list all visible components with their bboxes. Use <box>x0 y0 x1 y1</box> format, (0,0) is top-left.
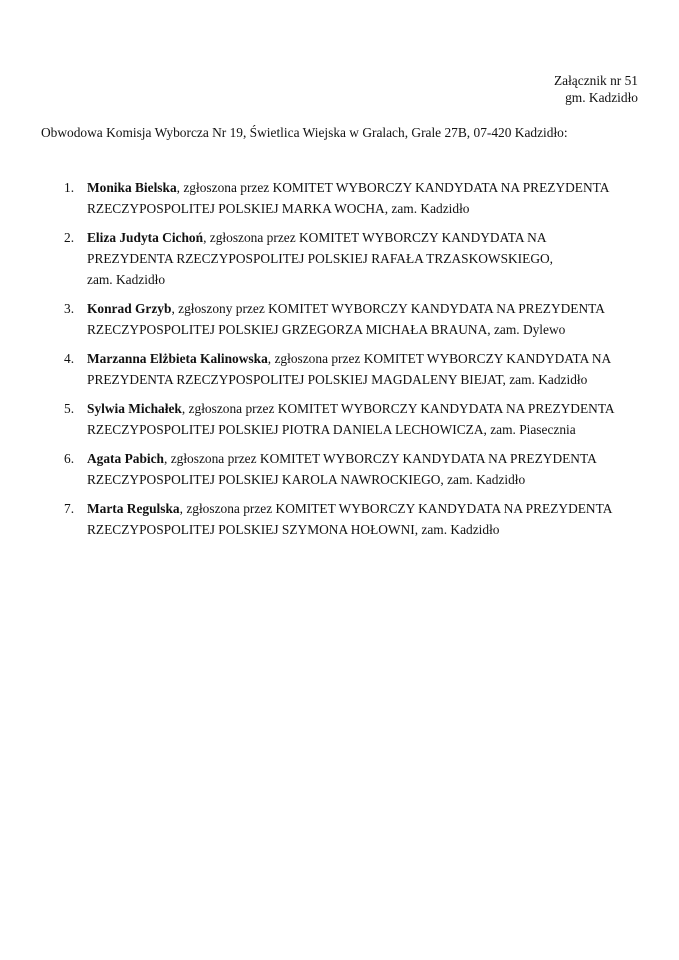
municipality-label: gm. Kadzidło <box>565 90 638 105</box>
member-line: PREZYDENTA RZECZYPOSPOLITEJ POLSKIEJ RAFAŁA TRZASKOWSKIEGO, <box>87 251 554 266</box>
member-description: , zgłoszona przez KOMITET WYBORCZY KANDYDATA NA PREZYDENTA <box>179 501 613 516</box>
member-description: , zgłoszona przez KOMITET WYBORCZY KANDYDATA NA <box>203 230 547 245</box>
member-line <box>87 227 615 248</box>
member-description: , zgłoszona przez KOMITET WYBORCZY KANDYDATA NA PREZYDENTA <box>176 180 610 195</box>
member-name: Konrad Grzyb <box>87 301 172 316</box>
member-line <box>87 348 615 369</box>
member-number: 5. <box>64 401 75 416</box>
member-line: RZECZYPOSPOLITEJ POLSKIEJ MARKA WOCHA, zam. Kadzidło <box>87 201 470 216</box>
member-number: 6. <box>64 451 75 466</box>
member-item <box>0 348 612 390</box>
member-line: RZECZYPOSPOLITEJ POLSKIEJ KAROLA NAWROCKIEGO, zam. Kadzidło <box>87 472 526 487</box>
member-number: 2. <box>64 230 75 245</box>
member-line <box>87 298 615 319</box>
member-item <box>0 498 613 540</box>
member-text <box>87 398 615 440</box>
member-item <box>0 227 554 290</box>
member-number: 3. <box>64 301 75 316</box>
members-list <box>0 177 615 548</box>
member-line: RZECZYPOSPOLITEJ POLSKIEJ PIOTRA DANIELA LECHOWICZA, zam. Piasecznia <box>87 422 576 437</box>
member-item <box>0 298 605 340</box>
member-name: Agata Pabich <box>87 451 164 466</box>
committee-title: Obwodowa Komisja Wyborcza Nr 19, Świetlica Wiejska w Gralach, Grale 27B, 07-420 Kadzidło: <box>41 125 568 140</box>
member-line <box>87 448 615 469</box>
attachment-label: Załącznik nr 51 <box>553 73 638 88</box>
member-text <box>87 177 615 219</box>
member-text <box>87 227 615 290</box>
member-item <box>0 448 597 490</box>
member-line <box>87 398 615 419</box>
member-item <box>0 177 610 219</box>
member-line: zam. Kadzidło <box>87 272 166 287</box>
member-description: , zgłoszony przez KOMITET WYBORCZY KANDYDATA NA PREZYDENTA <box>171 301 605 316</box>
member-text <box>87 448 615 490</box>
member-number: 7. <box>64 501 75 516</box>
member-line <box>87 177 615 198</box>
attachment-header <box>554 72 638 106</box>
member-line <box>87 498 615 519</box>
member-description: , zgłoszona przez KOMITET WYBORCZY KANDYDATA NA PREZYDENTA <box>164 451 597 466</box>
member-text <box>87 348 615 390</box>
member-name: Monika Bielska <box>87 180 177 195</box>
member-number: 4. <box>64 351 75 366</box>
member-name: Marzanna Elżbieta Kalinowska <box>87 351 268 366</box>
member-line: RZECZYPOSPOLITEJ POLSKIEJ GRZEGORZA MICHAŁA BRAUNA, zam. Dylewo <box>87 322 566 337</box>
member-name: Eliza Judyta Cichoń <box>87 230 204 245</box>
member-item <box>0 398 615 440</box>
member-name: Marta Regulska <box>87 501 180 516</box>
member-description: , zgłoszona przez KOMITET WYBORCZY KANDYDATA NA PREZYDENTA <box>181 401 615 416</box>
member-description: , zgłoszona przez KOMITET WYBORCZY KANDYDATA NA <box>267 351 612 366</box>
member-text <box>87 298 615 340</box>
member-name: Sylwia Michałek <box>87 401 182 416</box>
member-line: PREZYDENTA RZECZYPOSPOLITEJ POLSKIEJ MAGDALENY BIEJAT, zam. Kadzidło <box>87 372 588 387</box>
member-number: 1. <box>64 180 75 195</box>
member-text <box>87 498 615 540</box>
member-line: RZECZYPOSPOLITEJ POLSKIEJ SZYMONA HOŁOWNI, zam. Kadzidło <box>87 522 500 537</box>
